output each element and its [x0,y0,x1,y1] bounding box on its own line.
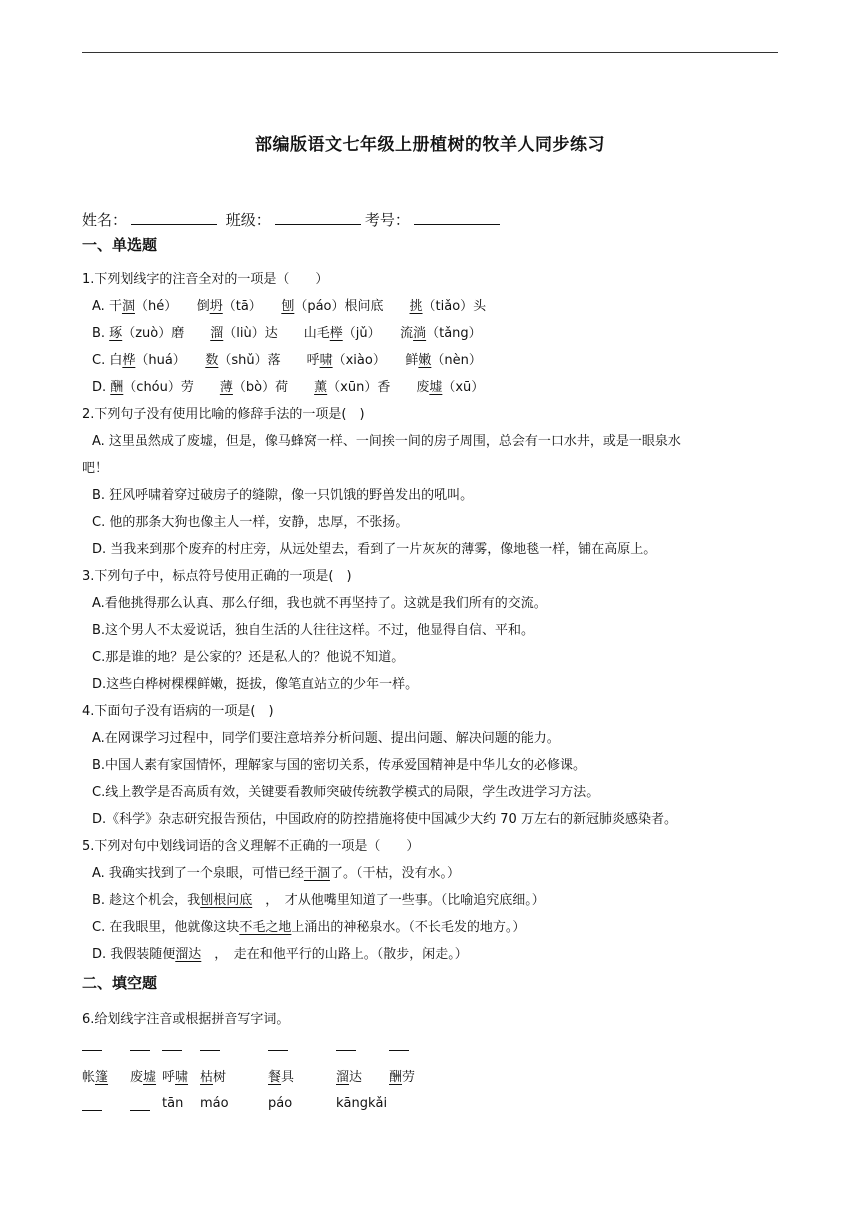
pinyin: kāngkǎi [336,1096,388,1111]
section-heading: 一、单选题 [82,236,158,254]
answer-blank[interactable] [130,1110,150,1111]
answer-blank[interactable] [389,1050,409,1051]
answer-blank[interactable] [130,1050,150,1051]
question-stem: 5.下列对句中划线词语的含义理解不正确的一项是（ ） [82,839,420,854]
word: 呼啸 [162,1070,189,1085]
question-stem: 6.给划线字注音或根据拼音写字词。 [82,1012,290,1027]
id-label: 考号： [364,211,410,229]
name-label: 姓名： [82,211,128,229]
word: 废墟 [130,1070,157,1085]
option-a: A.在网课学习过程中，同学们要注意培养分析问题、提出问题、解决问题的能力。 [92,731,560,746]
class-blank[interactable] [275,210,361,225]
id-blank[interactable] [414,210,500,225]
pinyin: tān [162,1096,184,1111]
option-d: D. 我假装随便溜达 ， 走在和他平行的山路上。（散步，闲走。） [92,947,468,962]
option-a-cont: 吧！ [82,461,109,476]
option-a: A. 我确实找到了一个泉眼，可惜已经干涸了。（干枯，没有水。） [92,866,460,881]
pinyin: máo [200,1096,229,1111]
page-title: 部编版语文七年级上册植树的牧羊人同步练习 [255,135,605,155]
option-d: D. 当我来到那个废弃的村庄旁，从远处望去，看到了一片灰灰的薄雾，像地毯一样，铺在高原上。 [92,542,657,557]
answer-blank[interactable] [82,1110,102,1111]
pinyin: páo [268,1096,293,1111]
word: 溜达 [336,1070,363,1085]
option-d: D.这些白桦树棵棵鲜嫩，挺拔，像笔直站立的少年一样。 [92,677,419,692]
question-stem: 2.下列句子没有使用比喻的修辞手法的一项是( ) [82,407,365,422]
option-c: C. 白桦（huá） 数（shǔ）落 呼啸（xiào） 鲜嫩（nèn） [92,353,482,368]
answer-blank[interactable] [200,1050,220,1051]
class-label: 班级： [225,211,271,229]
option-b: B.这个男人不太爱说话，独自生活的人往往这样。不过，他显得自信、平和。 [92,623,535,638]
option-b: B.中国人素有家国情怀，理解家与国的密切关系，传承爱国精神是中华儿女的必修课。 [92,758,587,773]
option-c: C.线上教学是否高质有效，关键要看教师突破传统教学模式的局限，学生改进学习方法。 [92,785,600,800]
header-rule [82,52,778,53]
answer-blank[interactable] [268,1050,288,1051]
option-d: D. 酬（chóu）劳 薄（bò）荷 薰（xūn）香 废墟（xū） [92,380,485,395]
option-c: C. 他的那条大狗也像主人一样，安静，忠厚，不张扬。 [92,515,409,530]
answer-blank[interactable] [162,1050,182,1051]
option-b: B. 琢（zuò）磨 溜（liù）达 山毛榉（jǔ） 流淌（tǎng） [92,326,482,341]
student-info [82,209,504,230]
option-a: A. 这里虽然成了废墟，但是，像马蜂窝一样、一间挨一间的房子周围，总会有一口水井，或是一眼泉水 [92,434,681,449]
option-a: A.看他挑得那么认真、那么仔细，我也就不再坚持了。这就是我们所有的交流。 [92,596,547,611]
answer-blank[interactable] [336,1050,356,1051]
word: 帐篷 [82,1070,109,1085]
question-stem: 3.下列句子中，标点符号使用正确的一项是( ) [82,569,352,584]
word: 枯树 [200,1070,227,1085]
question-stem: 4.下面句子没有语病的一项是( ) [82,704,274,719]
word: 酬劳 [389,1070,416,1085]
option-b: B. 狂风呼啸着穿过破房子的缝隙，像一只饥饿的野兽发出的吼叫。 [92,488,474,503]
option-c: C.那是谁的地？是公家的？还是私人的？他说不知道。 [92,650,405,665]
word: 餐具 [268,1070,295,1085]
option-a: A. 干涸（hé） 倒坍（tā） 刨（páo）根问底 挑（tiǎo）头 [92,299,487,314]
option-c: C. 在我眼里，他就像这块不毛之地上涌出的神秘泉水。（不长毛发的地方。） [92,920,526,935]
section-heading: 二、填空题 [82,974,158,992]
option-d: D.《科学》杂志研究报告预估，中国政府的防控措施将使中国减少大约 70 万左右的新冠肺炎感染者。 [92,812,677,827]
name-blank[interactable] [131,210,217,225]
answer-blank[interactable] [82,1050,102,1051]
question-stem: 1.下列划线字的注音全对的一项是（ ） [82,272,329,287]
option-b: B. 趁这个机会，我刨根问底 ， 才从他嘴里知道了一些事。（比喻追究底细。） [92,893,545,908]
